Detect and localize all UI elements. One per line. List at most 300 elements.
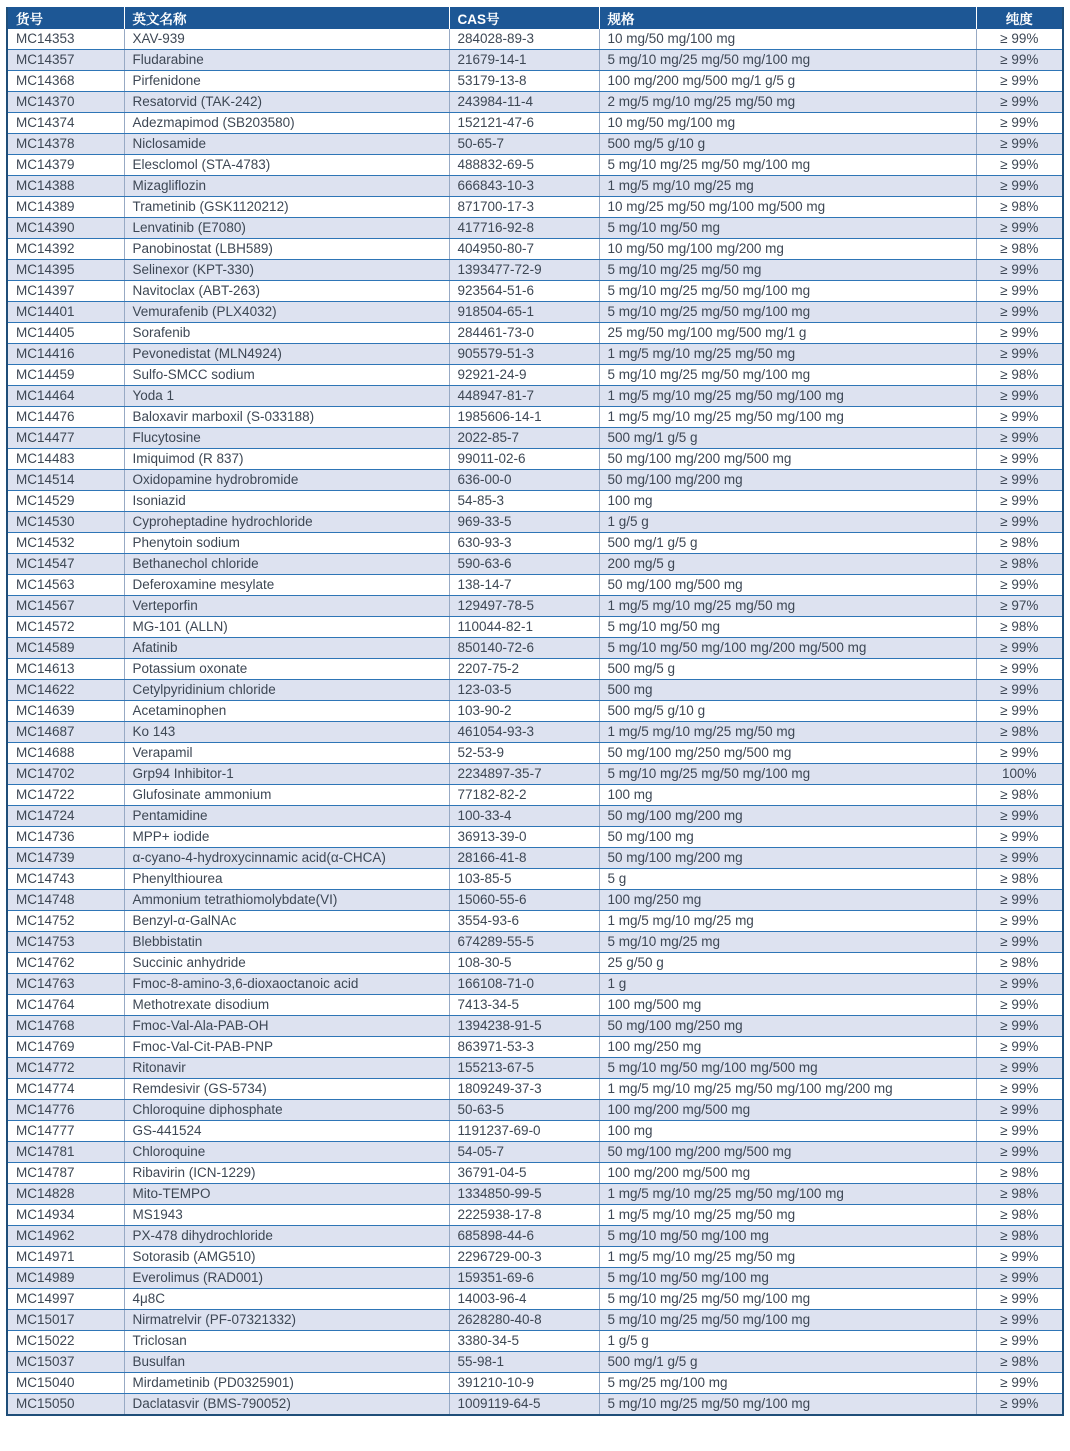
cell-purity: ≥ 99% xyxy=(976,71,1063,92)
cell-sku: MC14739 xyxy=(7,848,124,869)
cell-purity: ≥ 99% xyxy=(976,134,1063,155)
cell-spec: 5 mg/10 mg/25 mg/50 mg/100 mg xyxy=(599,1310,976,1331)
cell-sku: MC14828 xyxy=(7,1184,124,1205)
cell-sku: MC14971 xyxy=(7,1247,124,1268)
cell-name: Methotrexate disodium xyxy=(124,995,449,1016)
cell-sku: MC14416 xyxy=(7,344,124,365)
cell-cas: 123-03-5 xyxy=(449,680,599,701)
cell-spec: 100 mg/200 mg/500 mg/1 g/5 g xyxy=(599,71,976,92)
cell-spec: 50 mg/100 mg/200 mg xyxy=(599,848,976,869)
cell-name: MS1943 xyxy=(124,1205,449,1226)
cell-name: Blebbistatin xyxy=(124,932,449,953)
table-row xyxy=(7,470,1063,491)
cell-name: Daclatasvir (BMS-790052) xyxy=(124,1394,449,1416)
cell-purity: ≥ 99% xyxy=(976,1394,1063,1416)
cell-spec: 100 mg/200 mg/500 mg xyxy=(599,1163,976,1184)
cell-spec: 50 mg/100 mg/200 mg/500 mg xyxy=(599,1142,976,1163)
table-row xyxy=(7,638,1063,659)
table-row xyxy=(7,176,1063,197)
cell-sku: MC15017 xyxy=(7,1310,124,1331)
cell-sku: MC14514 xyxy=(7,470,124,491)
cell-spec: 5 mg/10 mg/25 mg/50 mg/100 mg xyxy=(599,155,976,176)
table-row xyxy=(7,848,1063,869)
cell-cas: 28166-41-8 xyxy=(449,848,599,869)
cell-cas: 7413-34-5 xyxy=(449,995,599,1016)
cell-cas: 52-53-9 xyxy=(449,743,599,764)
table-row xyxy=(7,659,1063,680)
cell-sku: MC14997 xyxy=(7,1289,124,1310)
cell-spec: 200 mg/5 g xyxy=(599,554,976,575)
cell-purity: ≥ 99% xyxy=(976,743,1063,764)
cell-spec: 25 mg/50 mg/100 mg/500 mg/1 g xyxy=(599,323,976,344)
cell-sku: MC14532 xyxy=(7,533,124,554)
cell-sku: MC14787 xyxy=(7,1163,124,1184)
table-row xyxy=(7,1373,1063,1394)
cell-purity: ≥ 99% xyxy=(976,1016,1063,1037)
table-row xyxy=(7,1289,1063,1310)
cell-sku: MC14752 xyxy=(7,911,124,932)
col-header-sku: 货号 xyxy=(7,7,124,29)
table-row xyxy=(7,701,1063,722)
table-row xyxy=(7,680,1063,701)
cell-spec: 5 mg/10 mg/50 mg xyxy=(599,218,976,239)
cell-purity: ≥ 98% xyxy=(976,1226,1063,1247)
cell-cas: 905579-51-3 xyxy=(449,344,599,365)
cell-spec: 1 mg/5 mg/10 mg/25 mg xyxy=(599,176,976,197)
table-row xyxy=(7,869,1063,890)
table-row xyxy=(7,1016,1063,1037)
cell-purity: ≥ 99% xyxy=(976,113,1063,134)
table-row xyxy=(7,218,1063,239)
product-table xyxy=(6,7,1064,1416)
cell-spec: 5 mg/10 mg/50 mg/100 mg/500 mg xyxy=(599,1058,976,1079)
cell-sku: MC14370 xyxy=(7,92,124,113)
cell-purity: ≥ 99% xyxy=(976,638,1063,659)
cell-sku: MC14483 xyxy=(7,449,124,470)
cell-spec: 100 mg/250 mg xyxy=(599,1037,976,1058)
table-row xyxy=(7,974,1063,995)
cell-spec: 50 mg/100 mg/250 mg/500 mg xyxy=(599,743,976,764)
table-row xyxy=(7,344,1063,365)
table-row xyxy=(7,113,1063,134)
table-row xyxy=(7,1121,1063,1142)
cell-sku: MC14589 xyxy=(7,638,124,659)
cell-spec: 1 mg/5 mg/10 mg/25 mg/50 mg/100 mg xyxy=(599,386,976,407)
cell-name: Fmoc-Val-Ala-PAB-OH xyxy=(124,1016,449,1037)
cell-cas: 3380-34-5 xyxy=(449,1331,599,1352)
cell-sku: MC14622 xyxy=(7,680,124,701)
cell-cas: 129497-78-5 xyxy=(449,596,599,617)
cell-sku: MC14395 xyxy=(7,260,124,281)
col-header-cas: CAS号 xyxy=(449,7,599,29)
cell-sku: MC14353 xyxy=(7,29,124,50)
cell-cas: 417716-92-8 xyxy=(449,218,599,239)
table-row xyxy=(7,911,1063,932)
table-row xyxy=(7,71,1063,92)
cell-spec: 5 mg/10 mg/25 mg xyxy=(599,932,976,953)
table-row xyxy=(7,575,1063,596)
cell-purity: ≥ 99% xyxy=(976,1331,1063,1352)
cell-name: Deferoxamine mesylate xyxy=(124,575,449,596)
cell-purity: ≥ 99% xyxy=(976,470,1063,491)
cell-purity: ≥ 98% xyxy=(976,365,1063,386)
cell-name: Potassium oxonate xyxy=(124,659,449,680)
cell-name: Bethanechol chloride xyxy=(124,554,449,575)
col-header-purity: 纯度 xyxy=(976,7,1063,29)
cell-purity: ≥ 99% xyxy=(976,1100,1063,1121)
cell-name: Niclosamide xyxy=(124,134,449,155)
cell-purity: ≥ 99% xyxy=(976,218,1063,239)
cell-cas: 100-33-4 xyxy=(449,806,599,827)
cell-cas: 243984-11-4 xyxy=(449,92,599,113)
cell-spec: 1 mg/5 mg/10 mg/25 mg xyxy=(599,911,976,932)
cell-purity: ≥ 98% xyxy=(976,1163,1063,1184)
table-row xyxy=(7,1037,1063,1058)
cell-sku: MC14722 xyxy=(7,785,124,806)
cell-cas: 1334850-99-5 xyxy=(449,1184,599,1205)
table-row xyxy=(7,323,1063,344)
cell-spec: 5 mg/10 mg/25 mg/50 mg/100 mg xyxy=(599,50,976,71)
cell-spec: 500 mg/5 g/10 g xyxy=(599,701,976,722)
cell-spec: 1 g xyxy=(599,974,976,995)
cell-sku: MC14378 xyxy=(7,134,124,155)
cell-name: Busulfan xyxy=(124,1352,449,1373)
cell-name: Elesclomol (STA-4783) xyxy=(124,155,449,176)
cell-sku: MC15037 xyxy=(7,1352,124,1373)
table-row xyxy=(7,1100,1063,1121)
cell-spec: 5 mg/10 mg/25 mg/50 mg/100 mg xyxy=(599,1289,976,1310)
cell-spec: 1 g/5 g xyxy=(599,512,976,533)
cell-sku: MC14374 xyxy=(7,113,124,134)
cell-purity: ≥ 99% xyxy=(976,680,1063,701)
cell-spec: 500 mg/1 g/5 g xyxy=(599,428,976,449)
cell-sku: MC14357 xyxy=(7,50,124,71)
cell-sku: MC14405 xyxy=(7,323,124,344)
cell-purity: ≥ 99% xyxy=(976,932,1063,953)
cell-name: Mito-TEMPO xyxy=(124,1184,449,1205)
cell-cas: 99011-02-6 xyxy=(449,449,599,470)
table-row xyxy=(7,1058,1063,1079)
table-row xyxy=(7,449,1063,470)
cell-name: MG-101 (ALLN) xyxy=(124,617,449,638)
cell-name: Sorafenib xyxy=(124,323,449,344)
cell-name: Grp94 Inhibitor-1 xyxy=(124,764,449,785)
cell-spec: 1 mg/5 mg/10 mg/25 mg/50 mg xyxy=(599,722,976,743)
table-row xyxy=(7,1142,1063,1163)
cell-spec: 100 mg xyxy=(599,785,976,806)
cell-sku: MC14688 xyxy=(7,743,124,764)
table-row xyxy=(7,302,1063,323)
cell-cas: 1985606-14-1 xyxy=(449,407,599,428)
cell-name: Panobinostat (LBH589) xyxy=(124,239,449,260)
cell-name: MPP+ iodide xyxy=(124,827,449,848)
cell-name: Resatorvid (TAK-242) xyxy=(124,92,449,113)
cell-spec: 500 mg/5 g xyxy=(599,659,976,680)
cell-purity: ≥ 99% xyxy=(976,1121,1063,1142)
cell-cas: 488832-69-5 xyxy=(449,155,599,176)
cell-name: Trametinib (GSK1120212) xyxy=(124,197,449,218)
cell-cas: 1394238-91-5 xyxy=(449,1016,599,1037)
cell-name: Afatinib xyxy=(124,638,449,659)
cell-purity: ≥ 99% xyxy=(976,806,1063,827)
table-row xyxy=(7,50,1063,71)
cell-purity: ≥ 97% xyxy=(976,596,1063,617)
cell-cas: 15060-55-6 xyxy=(449,890,599,911)
cell-name: Isoniazid xyxy=(124,491,449,512)
cell-spec: 500 mg/1 g/5 g xyxy=(599,1352,976,1373)
table-row xyxy=(7,155,1063,176)
table-row xyxy=(7,1184,1063,1205)
cell-spec: 1 mg/5 mg/10 mg/25 mg/50 mg/100 mg/200 mg xyxy=(599,1079,976,1100)
cell-name: Pentamidine xyxy=(124,806,449,827)
cell-sku: MC14613 xyxy=(7,659,124,680)
cell-cas: 969-33-5 xyxy=(449,512,599,533)
table-row xyxy=(7,1079,1063,1100)
cell-name: Phenylthiourea xyxy=(124,869,449,890)
cell-name: Vemurafenib (PLX4032) xyxy=(124,302,449,323)
cell-spec: 1 mg/5 mg/10 mg/25 mg/50 mg xyxy=(599,344,976,365)
cell-name: Benzyl-α-GalNAc xyxy=(124,911,449,932)
cell-cas: 850140-72-6 xyxy=(449,638,599,659)
cell-cas: 391210-10-9 xyxy=(449,1373,599,1394)
cell-purity: ≥ 99% xyxy=(976,512,1063,533)
cell-spec: 500 mg/1 g/5 g xyxy=(599,533,976,554)
table-row xyxy=(7,596,1063,617)
cell-spec: 100 mg xyxy=(599,491,976,512)
table-row xyxy=(7,1247,1063,1268)
cell-purity: ≥ 98% xyxy=(976,722,1063,743)
cell-purity: ≥ 99% xyxy=(976,302,1063,323)
table-row xyxy=(7,764,1063,785)
col-header-name: 英文名称 xyxy=(124,7,449,29)
cell-cas: 2022-85-7 xyxy=(449,428,599,449)
cell-purity: ≥ 98% xyxy=(976,239,1063,260)
cell-name: Selinexor (KPT-330) xyxy=(124,260,449,281)
cell-sku: MC14777 xyxy=(7,1121,124,1142)
cell-purity: ≥ 98% xyxy=(976,785,1063,806)
cell-name: Flucytosine xyxy=(124,428,449,449)
cell-spec: 5 mg/10 mg/25 mg/50 mg/100 mg xyxy=(599,302,976,323)
cell-sku: MC14762 xyxy=(7,953,124,974)
cell-purity: ≥ 99% xyxy=(976,344,1063,365)
cell-sku: MC14776 xyxy=(7,1100,124,1121)
cell-name: Chloroquine diphosphate xyxy=(124,1100,449,1121)
cell-sku: MC14401 xyxy=(7,302,124,323)
cell-purity: ≥ 99% xyxy=(976,1268,1063,1289)
cell-sku: MC14477 xyxy=(7,428,124,449)
cell-sku: MC14464 xyxy=(7,386,124,407)
table-body xyxy=(7,29,1063,1415)
cell-cas: 636-00-0 xyxy=(449,470,599,491)
table-row xyxy=(7,1163,1063,1184)
cell-cas: 1009119-64-5 xyxy=(449,1394,599,1416)
cell-cas: 159351-69-6 xyxy=(449,1268,599,1289)
cell-sku: MC14774 xyxy=(7,1079,124,1100)
cell-cas: 92921-24-9 xyxy=(449,365,599,386)
cell-spec: 10 mg/50 mg/100 mg xyxy=(599,113,976,134)
cell-sku: MC14687 xyxy=(7,722,124,743)
cell-spec: 50 mg/100 mg/200 mg xyxy=(599,470,976,491)
table-row xyxy=(7,554,1063,575)
cell-name: Sulfo-SMCC sodium xyxy=(124,365,449,386)
cell-sku: MC14547 xyxy=(7,554,124,575)
cell-purity: ≥ 99% xyxy=(976,407,1063,428)
cell-purity: ≥ 99% xyxy=(976,155,1063,176)
cell-purity: ≥ 98% xyxy=(976,869,1063,890)
cell-spec: 1 mg/5 mg/10 mg/25 mg/50 mg xyxy=(599,596,976,617)
cell-sku: MC14530 xyxy=(7,512,124,533)
cell-name: 4μ8C xyxy=(124,1289,449,1310)
cell-purity: ≥ 99% xyxy=(976,890,1063,911)
table-row xyxy=(7,260,1063,281)
cell-purity: 100% xyxy=(976,764,1063,785)
cell-name: α-cyano-4-hydroxycinnamic acid(α-CHCA) xyxy=(124,848,449,869)
cell-purity: ≥ 99% xyxy=(976,449,1063,470)
table-row xyxy=(7,785,1063,806)
cell-purity: ≥ 98% xyxy=(976,197,1063,218)
cell-cas: 55-98-1 xyxy=(449,1352,599,1373)
cell-name: Yoda 1 xyxy=(124,386,449,407)
cell-cas: 630-93-3 xyxy=(449,533,599,554)
cell-sku: MC14962 xyxy=(7,1226,124,1247)
cell-purity: ≥ 99% xyxy=(976,659,1063,680)
cell-sku: MC14989 xyxy=(7,1268,124,1289)
table-row xyxy=(7,386,1063,407)
table-row xyxy=(7,365,1063,386)
cell-spec: 5 mg/10 mg/50 mg/100 mg xyxy=(599,1268,976,1289)
cell-cas: 871700-17-3 xyxy=(449,197,599,218)
cell-purity: ≥ 98% xyxy=(976,953,1063,974)
cell-name: Succinic anhydride xyxy=(124,953,449,974)
cell-name: Lenvatinib (E7080) xyxy=(124,218,449,239)
cell-sku: MC14724 xyxy=(7,806,124,827)
cell-spec: 5 mg/10 mg/25 mg/50 mg/100 mg xyxy=(599,365,976,386)
cell-spec: 25 g/50 g xyxy=(599,953,976,974)
cell-cas: 863971-53-3 xyxy=(449,1037,599,1058)
cell-purity: ≥ 99% xyxy=(976,1373,1063,1394)
cell-cas: 448947-81-7 xyxy=(449,386,599,407)
cell-cas: 36791-04-5 xyxy=(449,1163,599,1184)
table-row xyxy=(7,491,1063,512)
cell-spec: 2 mg/5 mg/10 mg/25 mg/50 mg xyxy=(599,92,976,113)
cell-name: Pevonedistat (MLN4924) xyxy=(124,344,449,365)
table-row xyxy=(7,1268,1063,1289)
cell-name: Verapamil xyxy=(124,743,449,764)
cell-purity: ≥ 99% xyxy=(976,176,1063,197)
cell-sku: MC15040 xyxy=(7,1373,124,1394)
table-row xyxy=(7,134,1063,155)
cell-purity: ≥ 99% xyxy=(976,701,1063,722)
cell-cas: 2207-75-2 xyxy=(449,659,599,680)
cell-purity: ≥ 99% xyxy=(976,29,1063,50)
cell-sku: MC14743 xyxy=(7,869,124,890)
cell-purity: ≥ 99% xyxy=(976,260,1063,281)
cell-sku: MC14772 xyxy=(7,1058,124,1079)
cell-purity: ≥ 99% xyxy=(976,491,1063,512)
cell-cas: 666843-10-3 xyxy=(449,176,599,197)
cell-spec: 5 mg/10 mg/50 mg/100 mg xyxy=(599,1226,976,1247)
cell-sku: MC14390 xyxy=(7,218,124,239)
table-row xyxy=(7,1331,1063,1352)
cell-name: PX-478 dihydrochloride xyxy=(124,1226,449,1247)
cell-sku: MC14379 xyxy=(7,155,124,176)
cell-name: Sotorasib (AMG510) xyxy=(124,1247,449,1268)
cell-purity: ≥ 98% xyxy=(976,1184,1063,1205)
cell-name: Fludarabine xyxy=(124,50,449,71)
cell-purity: ≥ 99% xyxy=(976,827,1063,848)
cell-spec: 1 mg/5 mg/10 mg/25 mg/50 mg/100 mg xyxy=(599,1184,976,1205)
cell-name: Navitoclax (ABT-263) xyxy=(124,281,449,302)
table-row xyxy=(7,428,1063,449)
cell-sku: MC14397 xyxy=(7,281,124,302)
cell-purity: ≥ 99% xyxy=(976,1247,1063,1268)
cell-cas: 103-90-2 xyxy=(449,701,599,722)
cell-spec: 50 mg/100 mg/200 mg xyxy=(599,806,976,827)
table-row xyxy=(7,1352,1063,1373)
table-row xyxy=(7,197,1063,218)
cell-cas: 1191237-69-0 xyxy=(449,1121,599,1142)
cell-spec: 50 mg/100 mg xyxy=(599,827,976,848)
cell-name: Cyproheptadine hydrochloride xyxy=(124,512,449,533)
cell-spec: 5 mg/10 mg/50 mg/100 mg/200 mg/500 mg xyxy=(599,638,976,659)
cell-name: Adezmapimod (SB203580) xyxy=(124,113,449,134)
cell-cas: 103-85-5 xyxy=(449,869,599,890)
cell-cas: 284461-73-0 xyxy=(449,323,599,344)
cell-spec: 500 mg xyxy=(599,680,976,701)
cell-sku: MC14392 xyxy=(7,239,124,260)
cell-sku: MC14529 xyxy=(7,491,124,512)
cell-cas: 918504-65-1 xyxy=(449,302,599,323)
table-row xyxy=(7,512,1063,533)
cell-sku: MC14764 xyxy=(7,995,124,1016)
cell-name: Remdesivir (GS-5734) xyxy=(124,1079,449,1100)
cell-cas: 36913-39-0 xyxy=(449,827,599,848)
cell-spec: 5 mg/25 mg/100 mg xyxy=(599,1373,976,1394)
cell-sku: MC14459 xyxy=(7,365,124,386)
cell-purity: ≥ 99% xyxy=(976,428,1063,449)
table-row xyxy=(7,29,1063,50)
table-row xyxy=(7,92,1063,113)
cell-sku: MC15022 xyxy=(7,1331,124,1352)
cell-sku: MC14748 xyxy=(7,890,124,911)
cell-sku: MC14768 xyxy=(7,1016,124,1037)
cell-spec: 50 mg/100 mg/500 mg xyxy=(599,575,976,596)
cell-name: Everolimus (RAD001) xyxy=(124,1268,449,1289)
table-row xyxy=(7,617,1063,638)
cell-purity: ≥ 99% xyxy=(976,386,1063,407)
cell-spec: 100 mg/250 mg xyxy=(599,890,976,911)
cell-purity: ≥ 99% xyxy=(976,92,1063,113)
cell-spec: 5 mg/10 mg/25 mg/50 mg/100 mg xyxy=(599,281,976,302)
cell-name: Ribavirin (ICN-1229) xyxy=(124,1163,449,1184)
table-row xyxy=(7,932,1063,953)
table-row xyxy=(7,239,1063,260)
cell-cas: 50-65-7 xyxy=(449,134,599,155)
cell-sku: MC14781 xyxy=(7,1142,124,1163)
cell-spec: 100 mg xyxy=(599,1121,976,1142)
cell-name: Glufosinate ammonium xyxy=(124,785,449,806)
cell-name: Cetylpyridinium chloride xyxy=(124,680,449,701)
cell-cas: 53179-13-8 xyxy=(449,71,599,92)
col-header-spec: 规格 xyxy=(599,7,976,29)
cell-spec: 50 mg/100 mg/200 mg/500 mg xyxy=(599,449,976,470)
cell-spec: 5 mg/10 mg/50 mg xyxy=(599,617,976,638)
cell-name: Mizagliflozin xyxy=(124,176,449,197)
table-row xyxy=(7,1310,1063,1331)
cell-purity: ≥ 98% xyxy=(976,1205,1063,1226)
cell-purity: ≥ 99% xyxy=(976,995,1063,1016)
cell-name: Oxidopamine hydrobromide xyxy=(124,470,449,491)
